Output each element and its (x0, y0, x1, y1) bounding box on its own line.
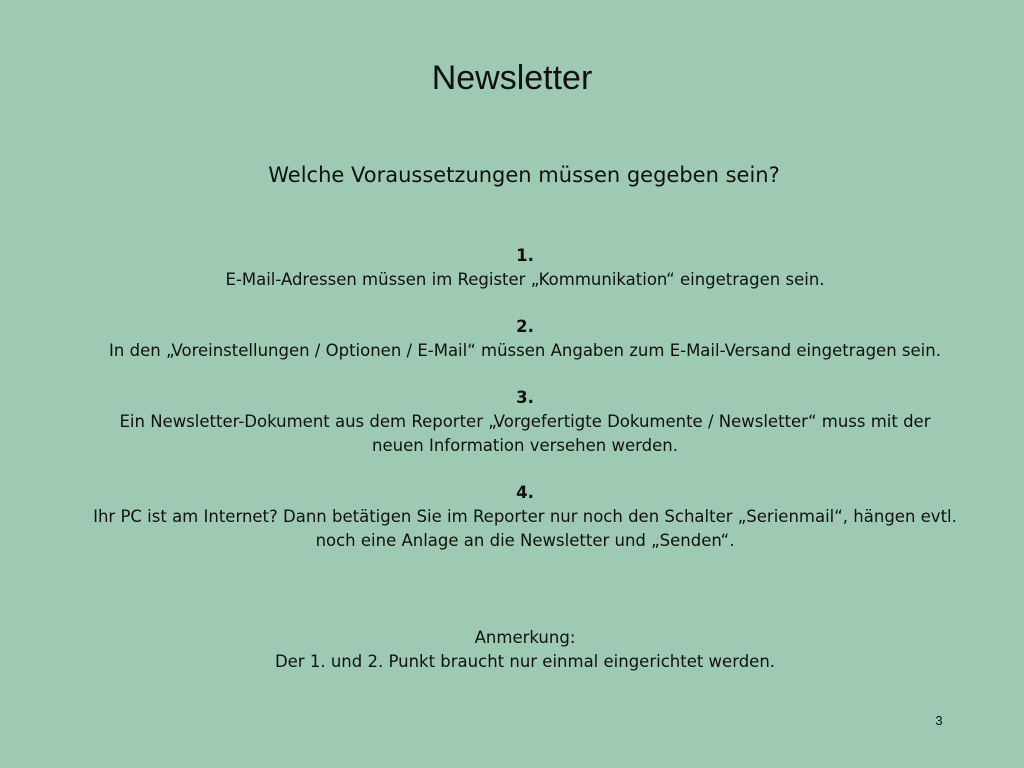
requirement-item (92, 315, 958, 363)
requirement-number: 4. (516, 483, 534, 502)
slide-title: Newsletter (431, 59, 593, 97)
requirement-text: In den „Voreinstellungen / Optionen / E-Mail“ müssen Angaben zum E-Mail-Versand eingetragen sein. (109, 341, 941, 360)
requirement-number: 2. (516, 317, 534, 336)
page-number: 3 (935, 713, 943, 728)
requirement-item (92, 386, 958, 458)
requirement-text: E-Mail-Adressen müssen im Register „Kommunikation“ eingetragen sein. (225, 270, 825, 289)
requirement-item (92, 244, 958, 292)
requirement-text: Ein Newsletter-Dokument aus dem Reporter „Vorgefertigte Dokumente / Newsletter“ muss mit der neuen Information versehen werden. (119, 412, 931, 455)
note-text: Der 1. und 2. Punkt braucht nur einmal eingerichtet werden. (274, 652, 776, 671)
note (92, 626, 958, 674)
requirement-text: Ihr PC ist am Internet? Dann betätigen Sie im Reporter nur noch den Schalter „Serienmail“, hängen evtl. noch eine Anlage an die Newsletter und „Senden“. (93, 507, 957, 550)
note-label: Anmerkung: (474, 628, 576, 647)
requirement-item (92, 481, 958, 553)
requirement-number: 3. (516, 388, 534, 407)
slide-subtitle: Welche Voraussetzungen müssen gegeben sein? (268, 163, 780, 187)
requirement-number: 1. (516, 246, 534, 265)
requirements-list (92, 244, 958, 576)
